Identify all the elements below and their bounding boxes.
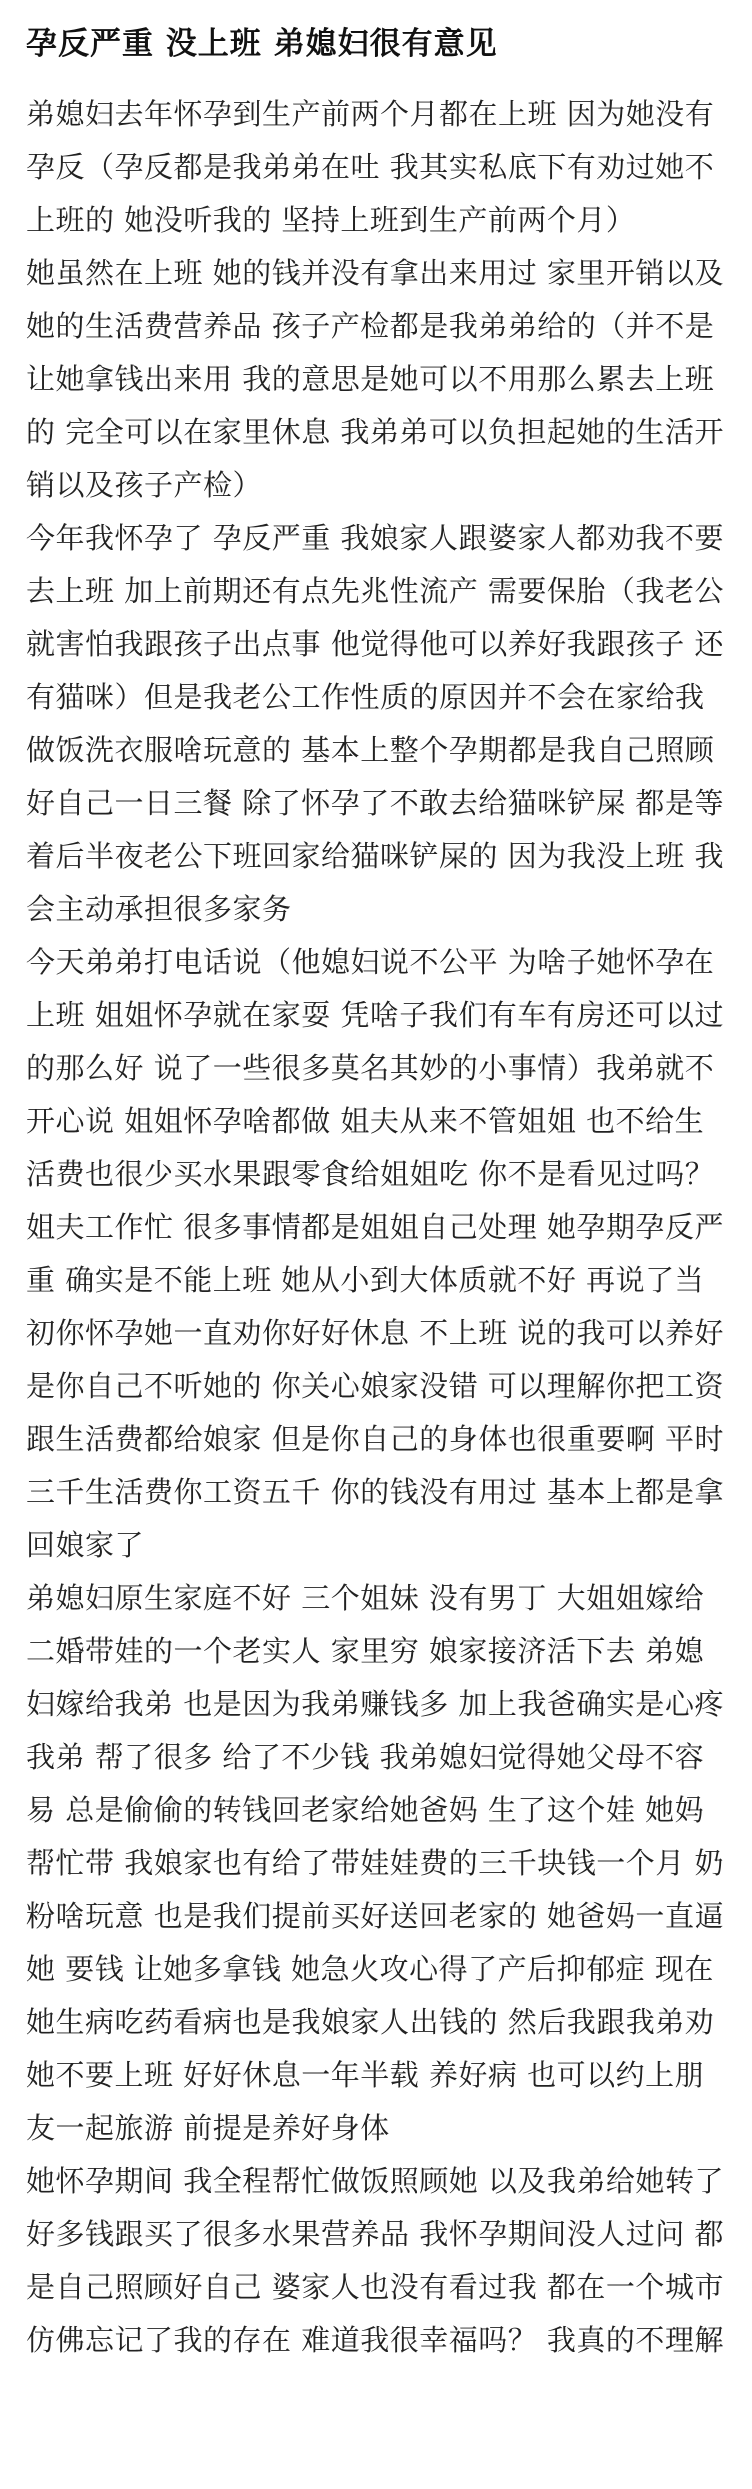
- post-paragraph: 今年我怀孕了 孕反严重 我娘家人跟婆家人都劝我不要去上班 加上前期还有点先兆性流产 需要保胎（我老公就害怕我跟孩子出点事 他觉得他可以养好我跟孩子 还有猫咪）但是我老公工作性质的原因并不会在家给我做饭洗衣服啥玩意的 基本上整个孕期都是我自己照顾好自己一日三餐 除了怀孕了不敢去给猫咪铲屎 都是等着后半夜老公下班回家给猫咪铲屎的 因为我没上班 我会主动承担很多家务: [26, 521, 724, 926]
- post-paragraph: 弟媳妇原生家庭不好 三个姐妹 没有男丁 大姐姐嫁给二婚带娃的一个老实人 家里穷 娘家接济活下去 弟媳妇嫁给我弟 也是因为我弟赚钱多 加上我爸确实是心疼我弟 帮了很多 给了不少钱 我弟媳妇觉得她父母不容易 总是偷偷的转钱回老家给她爸妈 生了这个娃 她妈帮忙带 我娘家也有给了带娃娃费的三千块钱一个月 奶粉啥玩意 也是我们提前买好送回老家的 她爸妈一直逼她 要钱 让她多拿钱 她急火攻心得了产后抑郁症 现在她生病吃药看病也是我娘家人出钱的 然后我跟我弟劝她不要上班 好好休息一年半载 养好病 也可以约上朋友一起旅游 前提是养好身体: [26, 1581, 724, 2145]
- post-paragraph: 她虽然在上班 她的钱并没有拿出来用过 家里开销以及她的生活费营养品 孩子产检都是我弟弟给的（并不是让她拿钱出来用 我的意思是她可以不用那么累去上班的 完全可以在家里休息 我弟弟可以负担起她的生活开销以及孩子产检）: [26, 256, 724, 502]
- post-paragraph: 今天弟弟打电话说（他媳妇说不公平 为啥子她怀孕在上班 姐姐怀孕就在家耍 凭啥子我们有车有房还可以过的那么好 说了一些很多莫名其妙的小事情）我弟就不开心说 姐姐怀孕啥都做 姐夫从来不管姐姐 也不给生活费也很少买水果跟零食给姐姐吃 你不是看见过吗？姐夫工作忙 很多事情都是姐姐自己处理 她孕期孕反严重 确实是不能上班 她从小到大体质就不好 再说了当初你怀孕她一直劝你好好休息 不上班 说的我可以养好 是你自己不听她的 你关心娘家没错 可以理解你把工资跟生活费都给娘家 但是你自己的身体也很重要啊 平时三千生活费你工资五千 你的钱没有用过 基本上都是拿回娘家了: [26, 945, 724, 1562]
- post-paragraph: 她怀孕期间 我全程帮忙做饭照顾她 以及我弟给她转了好多钱跟买了很多水果营养品 我怀孕期间没人过问 都是自己照顾好自己 婆家人也没有看过我 都在一个城市 仿佛忘记了我的存在 难道我很幸福吗？ 我真的不理解: [26, 2164, 724, 2357]
- post-title: 孕反严重 没上班 弟媳妇很有意见: [26, 26, 498, 62]
- post-paragraph: 弟媳妇去年怀孕到生产前两个月都在上班 因为她没有孕反（孕反都是我弟弟在吐 我其实私底下有劝过她不上班的 她没听我的 坚持上班到生产前两个月）: [26, 97, 715, 237]
- post-body: [26, 88, 726, 2367]
